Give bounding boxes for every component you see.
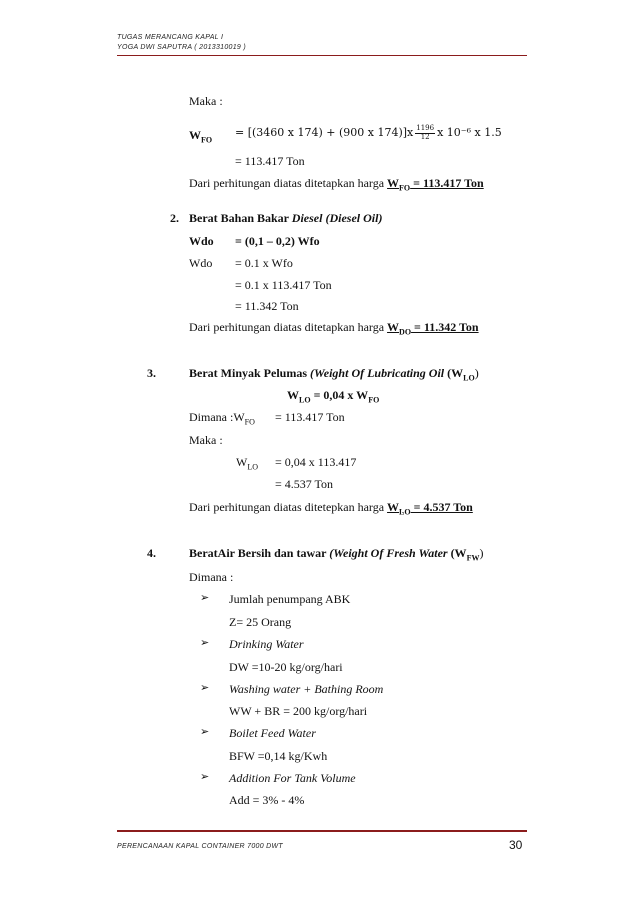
do-conclusion-value: $W_{DO} = 11.342$ Ton	[387, 320, 479, 337]
lo-conclusion: Dari perhitungan diatas ditetepkan harga $W_{LO} = 4.537$ Ton	[189, 500, 473, 517]
footer-rule	[117, 830, 527, 832]
fw-item-title: Jumlah penumpang ABK	[229, 592, 351, 606]
footer-title: PERENCANAAN KAPAL CONTAINER 7000 DWT	[117, 843, 284, 850]
fw-heading-number: 4.	[147, 546, 156, 560]
fo-fraction: $\frac{1196}{12}$	[416, 124, 435, 141]
lo-wlo: $W_{LO}$	[236, 455, 258, 472]
do-conclusion: Dari perhitungan diatas ditetapkan harga $W_{DO} = 11.342$ Ton	[189, 320, 479, 337]
do-heading: Berat Bahan Bakar Diesel (Diesel Oil)	[189, 211, 383, 225]
lo-calc-1: = 0,04 x 113.417	[275, 455, 357, 469]
fw-item-title: Addition For Tank Volume	[229, 771, 356, 785]
fo-conclusion-value: $W_{FO} = 113.417$ Ton	[387, 176, 484, 193]
page-number: 30	[509, 838, 523, 852]
lo-heading: Berat Minyak Pelumas (Weight Of Lubricating Oil $(W_{LO})$	[189, 366, 479, 383]
do-def-rhs: = (0,1 – 0,2) Wfo	[235, 234, 320, 248]
do-heading-number: 2.	[170, 211, 179, 225]
fw-heading: BeratAir Bersih dan tawar (Weight Of Fresh Water $(W_{FW})$	[189, 546, 484, 563]
header-title: TUGAS MERANCANG KAPAL I	[117, 34, 224, 41]
lo-conclusion-value: $W_{LO} = 4.537$ Ton	[387, 500, 473, 517]
lo-formula: $W_{LO} = 0,04$ x $W_{FO}$	[287, 388, 380, 405]
do-def-lhs: Wdo	[189, 234, 214, 248]
fo-conclusion: Dari perhitungan diatas ditetapkan harga $W_{FO} = 113.417$ Ton	[189, 176, 484, 193]
fw-item-detail: DW =10-20 kg/org/hari	[229, 660, 343, 674]
arrow-bullet-icon: ➢	[200, 682, 210, 694]
fo-wfo-label: $W_{FO}$	[189, 128, 213, 145]
header-author: YOGA DWI SAPUTRA ( 2013310019 )	[117, 44, 246, 51]
fw-item-title: Washing water + Bathing Room	[229, 682, 384, 696]
do-calc-1: = 0.1 x Wfo	[235, 256, 293, 270]
do-calc-2: = 0.1 x 113.417 Ton	[235, 278, 332, 292]
fw-item-title: Drinking Water	[229, 637, 304, 651]
fo-formula: = [(3460 x 174) + (900 x 174)]x $\frac{1196}{12}$ x 10⁻⁶ x 1.5	[235, 124, 502, 141]
lo-heading-number: 3.	[147, 366, 156, 380]
header-rule	[117, 55, 527, 56]
fo-result: = 113.417 Ton	[235, 154, 305, 168]
lo-maka: Maka :	[189, 433, 223, 447]
fw-item-title: Boilet Feed Water	[229, 726, 316, 740]
lo-dimana-value: = 113.417 Ton	[275, 410, 345, 424]
fw-item-detail: Add = 3% - 4%	[229, 793, 305, 807]
fw-item-detail: BFW =0,14 kg/Kwh	[229, 749, 328, 763]
arrow-bullet-icon: ➢	[200, 592, 210, 604]
do-calc-lhs: Wdo	[189, 256, 213, 270]
fw-item-detail: Z= 25 Orang	[229, 615, 292, 629]
fw-item-detail: WW + BR = 200 kg/org/hari	[229, 704, 368, 718]
arrow-bullet-icon: ➢	[200, 771, 210, 783]
lo-calc-2: = 4.537 Ton	[275, 477, 334, 491]
arrow-bullet-icon: ➢	[200, 726, 210, 738]
do-calc-3: = 11.342 Ton	[235, 299, 299, 313]
fo-maka: Maka :	[189, 94, 223, 108]
lo-dimana: Dimana $:W_{FO}$	[189, 410, 255, 427]
arrow-bullet-icon: ➢	[200, 637, 210, 649]
fw-dimana: Dimana :	[189, 570, 234, 584]
